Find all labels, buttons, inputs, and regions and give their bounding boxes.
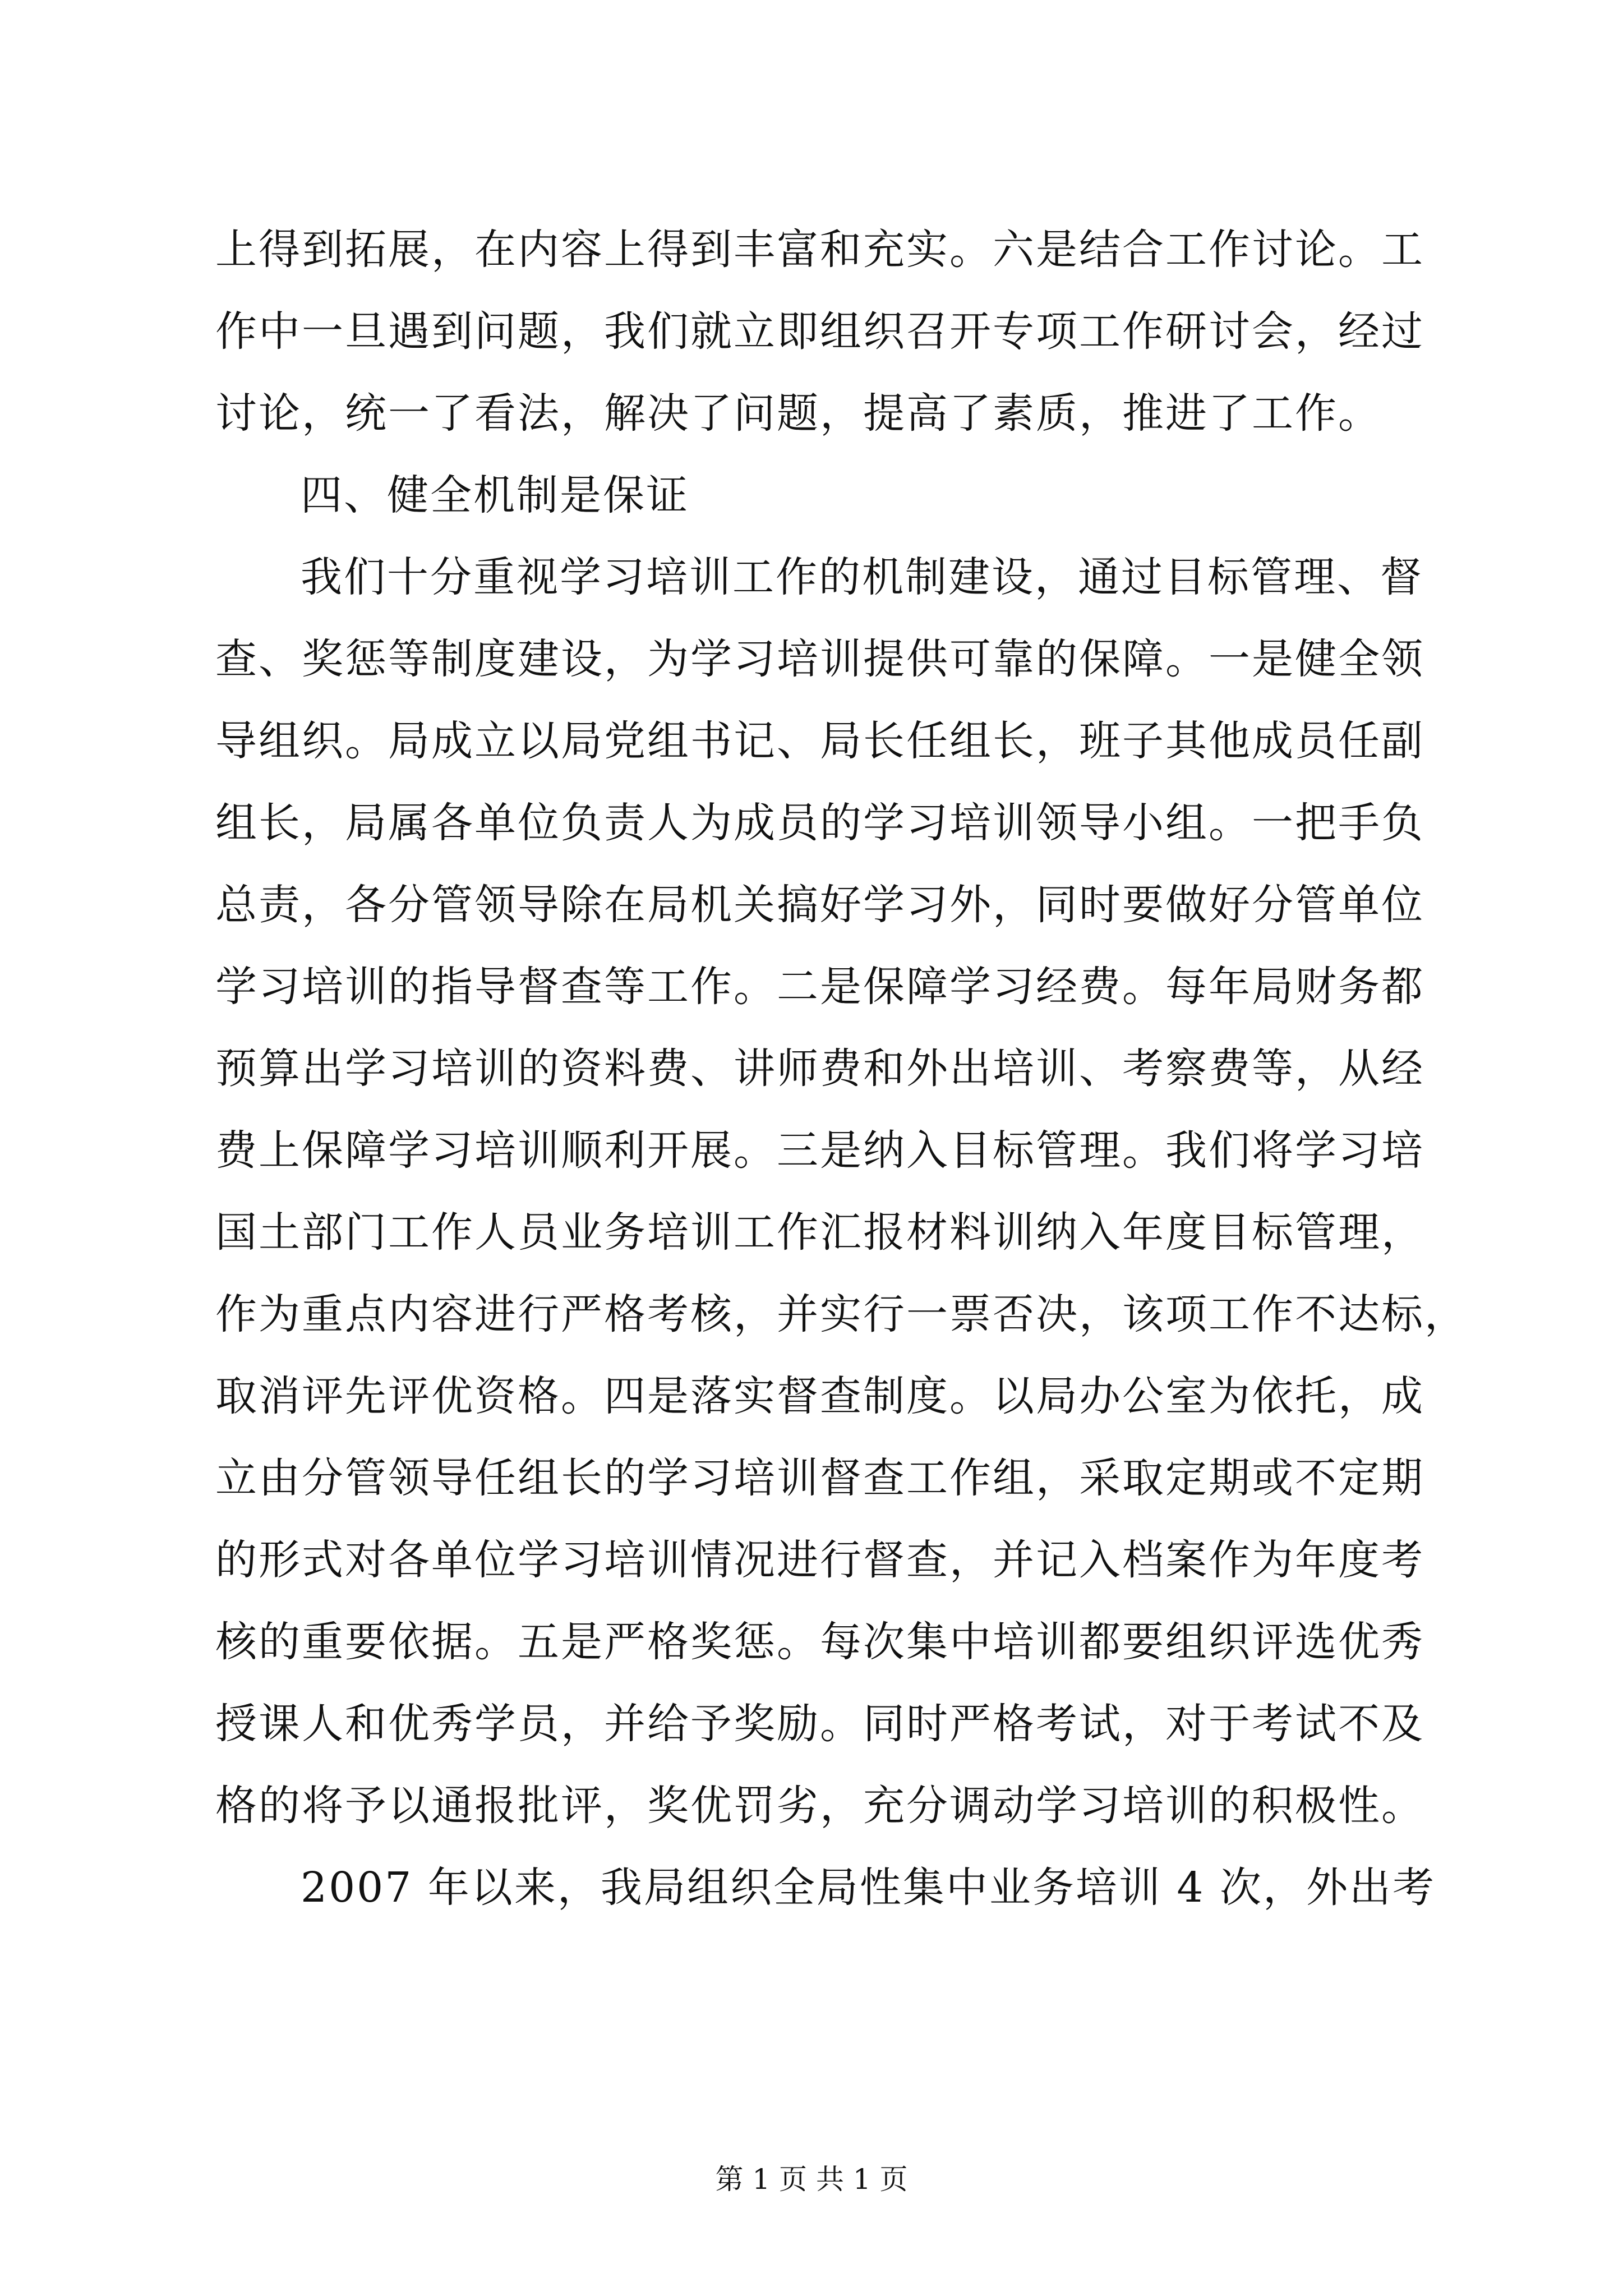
text-line: 组长，局属各单位负责人为成员的学习培训领导小组。一把手负	[215, 799, 1424, 847]
text-line: 作中一旦遇到问题，我们就立即组织召开专项工作研讨会，经过	[215, 307, 1424, 356]
text-line: 费上保障学习培训顺利开展。三是纳入目标管理。我们将学习培	[215, 1126, 1424, 1175]
text-line: 国土部门工作人员业务培训工作汇报材料训纳入年度目标管理，	[215, 1208, 1424, 1257]
text-line: 讨论，统一了看法，解决了问题，提高了素质，推进了工作。	[215, 389, 1381, 438]
text-line: 查、奖惩等制度建设，为学习培训提供可靠的保障。一是健全领	[215, 635, 1424, 683]
page-footer: 第 1 页 共 1 页	[715, 2163, 908, 2196]
text-line: 导组织。局成立以局党组书记、局长任组长，班子其他成员任副	[215, 717, 1424, 765]
text-line: 核的重要依据。五是严格奖惩。每次集中培训都要组织评选优秀	[215, 1618, 1424, 1666]
text-line: 我们十分重视学习培训工作的机制建设，通过目标管理、督	[301, 553, 1423, 601]
text-line: 立由分管领导任组长的学习培训督查工作组，采取定期或不定期	[215, 1454, 1424, 1502]
text-line: 学习培训的指导督查等工作。二是保障学习经费。每年局财务都	[215, 963, 1424, 1011]
text-line: 授课人和优秀学员，并给予奖励。同时严格考试，对于考试不及	[215, 1700, 1424, 1748]
text-line: 总责，各分管领导除在局机关搞好学习外，同时要做好分管单位	[215, 881, 1424, 929]
section-heading: 四、健全机制是保证	[301, 471, 689, 519]
text-line: 取消评先评优资格。四是落实督查制度。以局办公室为依托，成	[215, 1372, 1424, 1420]
body-text	[215, 209, 1468, 1929]
text-line: 预算出学习培训的资料费、讲师费和外出培训、考察费等，从经	[215, 1045, 1424, 1093]
text-line: 2007 年以来，我局组织全局性集中业务培训 4 次，外出考	[301, 1864, 1436, 1912]
text-line: 上得到拓展，在内容上得到丰富和充实。六是结合工作讨论。工	[215, 226, 1424, 274]
text-line: 的形式对各单位学习培训情况进行督查，并记入档案作为年度考	[215, 1536, 1424, 1584]
text-line: 格的将予以通报批评，奖优罚劣，充分调动学习培训的积极性。	[215, 1782, 1424, 1830]
text-line: 作为重点内容进行严格考核，并实行一票否决，该项工作不达标，	[215, 1290, 1468, 1338]
